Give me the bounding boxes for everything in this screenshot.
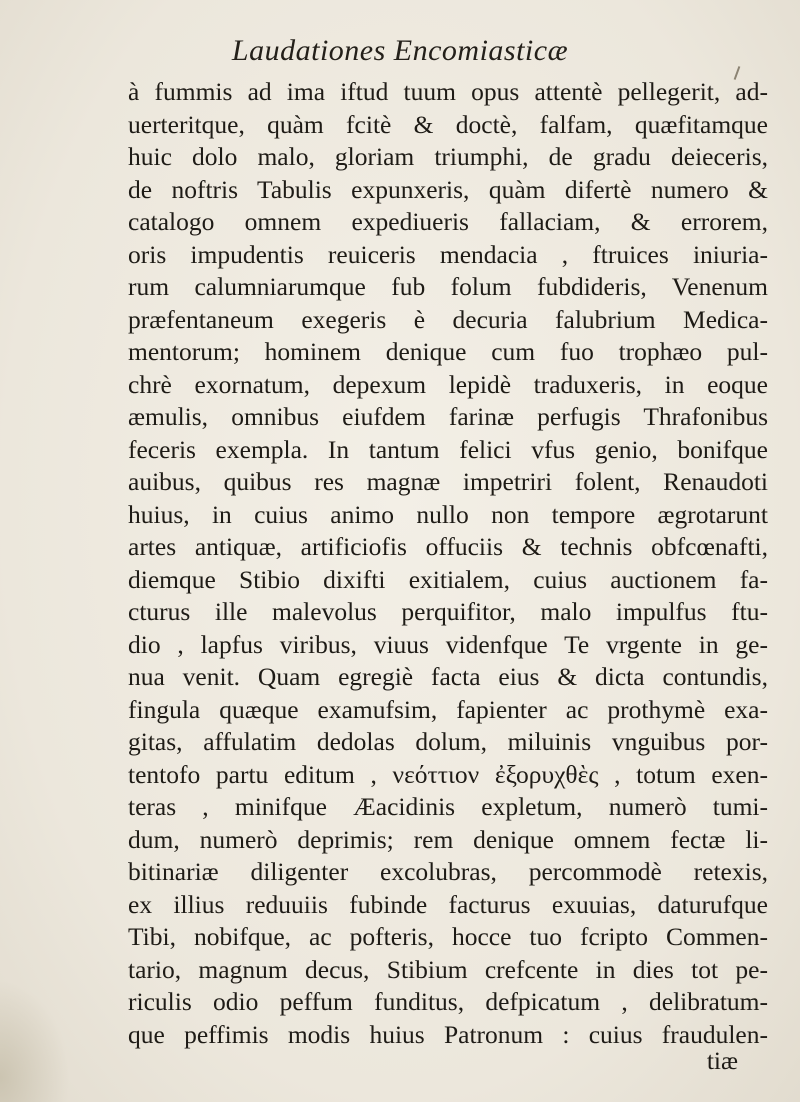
text-line: Tibi, nobifque, ac pofteris, hocce tuo fcripto Commen- [128, 922, 768, 951]
text-line: artes antiquæ, artificiofis offuciis & technis obfcœnafti, [128, 532, 768, 561]
text-line: de noftris Tabulis expunxeris, quàm difertè numero & [128, 174, 768, 204]
text-line: teras , minifque Æacidinis expletum, numerò tumi- [128, 792, 768, 821]
text-line: ex illius reduuiis fubinde facturus exuuias, daturufque [128, 889, 768, 919]
text-line: catalogo omnem expediueris fallaciam, & errorem, [128, 207, 768, 236]
body-text [128, 76, 768, 1051]
text-line: diemque Stibio dixifti exitialem, cuius auctionem fa- [128, 564, 768, 594]
text-line: gitas, affulatim dedolas dolum, miluinis vnguibus por- [128, 727, 768, 756]
text-line: que peffimis modis huius Patronum : cuius fraudulen- [128, 1019, 768, 1049]
text-line: huius, in cuius animo nullo non tempore ægrotarunt [128, 499, 768, 529]
catchword: tiæ [706, 1046, 738, 1075]
text-line: æmulis, omnibus eiufdem farinæ perfugis Thrafonibus [128, 402, 768, 431]
text-line: tentofo partu editum , νεόττιον ἐξορυχθὲς , totum exen- [128, 759, 768, 789]
text-line: à fummis ad ima iftud tuum opus attentè pellegerit, ad- [128, 77, 768, 106]
paper-stain [0, 980, 70, 1102]
text-line: cturus ille malevolus perquifitor, malo impulfus ftu- [128, 597, 768, 626]
text-line: bitinariæ diligenter excolubras, percommodè retexis, [128, 857, 768, 886]
text-line: dio , lapfus viribus, viuus videnfque Te vrgente in ge- [128, 629, 768, 659]
text-line: riculis odio peffum funditus, defpicatum , delibratum- [128, 987, 768, 1016]
text-line: auibus, quibus res magnæ impetriri folent, Renaudoti [128, 467, 768, 496]
text-line: fingula quæque examufsim, fapienter ac prothymè exa- [128, 694, 768, 724]
text-line: rum calumniarumque fub folum fubdideris, Venenum [128, 272, 768, 301]
text-line: mentorum; hominem denique cum fuo trophæo pul- [128, 337, 768, 366]
text-line: oris impudentis reuiceris mendacia , ftruices iniuria- [128, 239, 768, 269]
text-line: dum, numerò deprimis; rem denique omnem fectæ li- [128, 824, 768, 854]
text-line: præfentaneum exegeris è decuria falubrium Medica- [128, 304, 768, 334]
text-line: feceris exempla. In tantum felici vfus genio, bonifque [128, 434, 768, 464]
text-line: uerteritque, quàm fcitè & doctè, falfam, quæfitamque [128, 109, 768, 139]
text-line: tario, magnum decus, Stibium crefcente in dies tot pe- [128, 954, 768, 984]
text-line: chrè exornatum, depexum lepidè traduxeris, in eoque [128, 369, 768, 399]
running-head: Laudationes Encomiasticæ [231, 34, 569, 67]
text-line: huic dolo malo, gloriam triumphi, de gradu deieceris, [128, 142, 768, 171]
text-line: nua venit. Quam egregiè facta eius & dicta contundis, [128, 662, 768, 691]
